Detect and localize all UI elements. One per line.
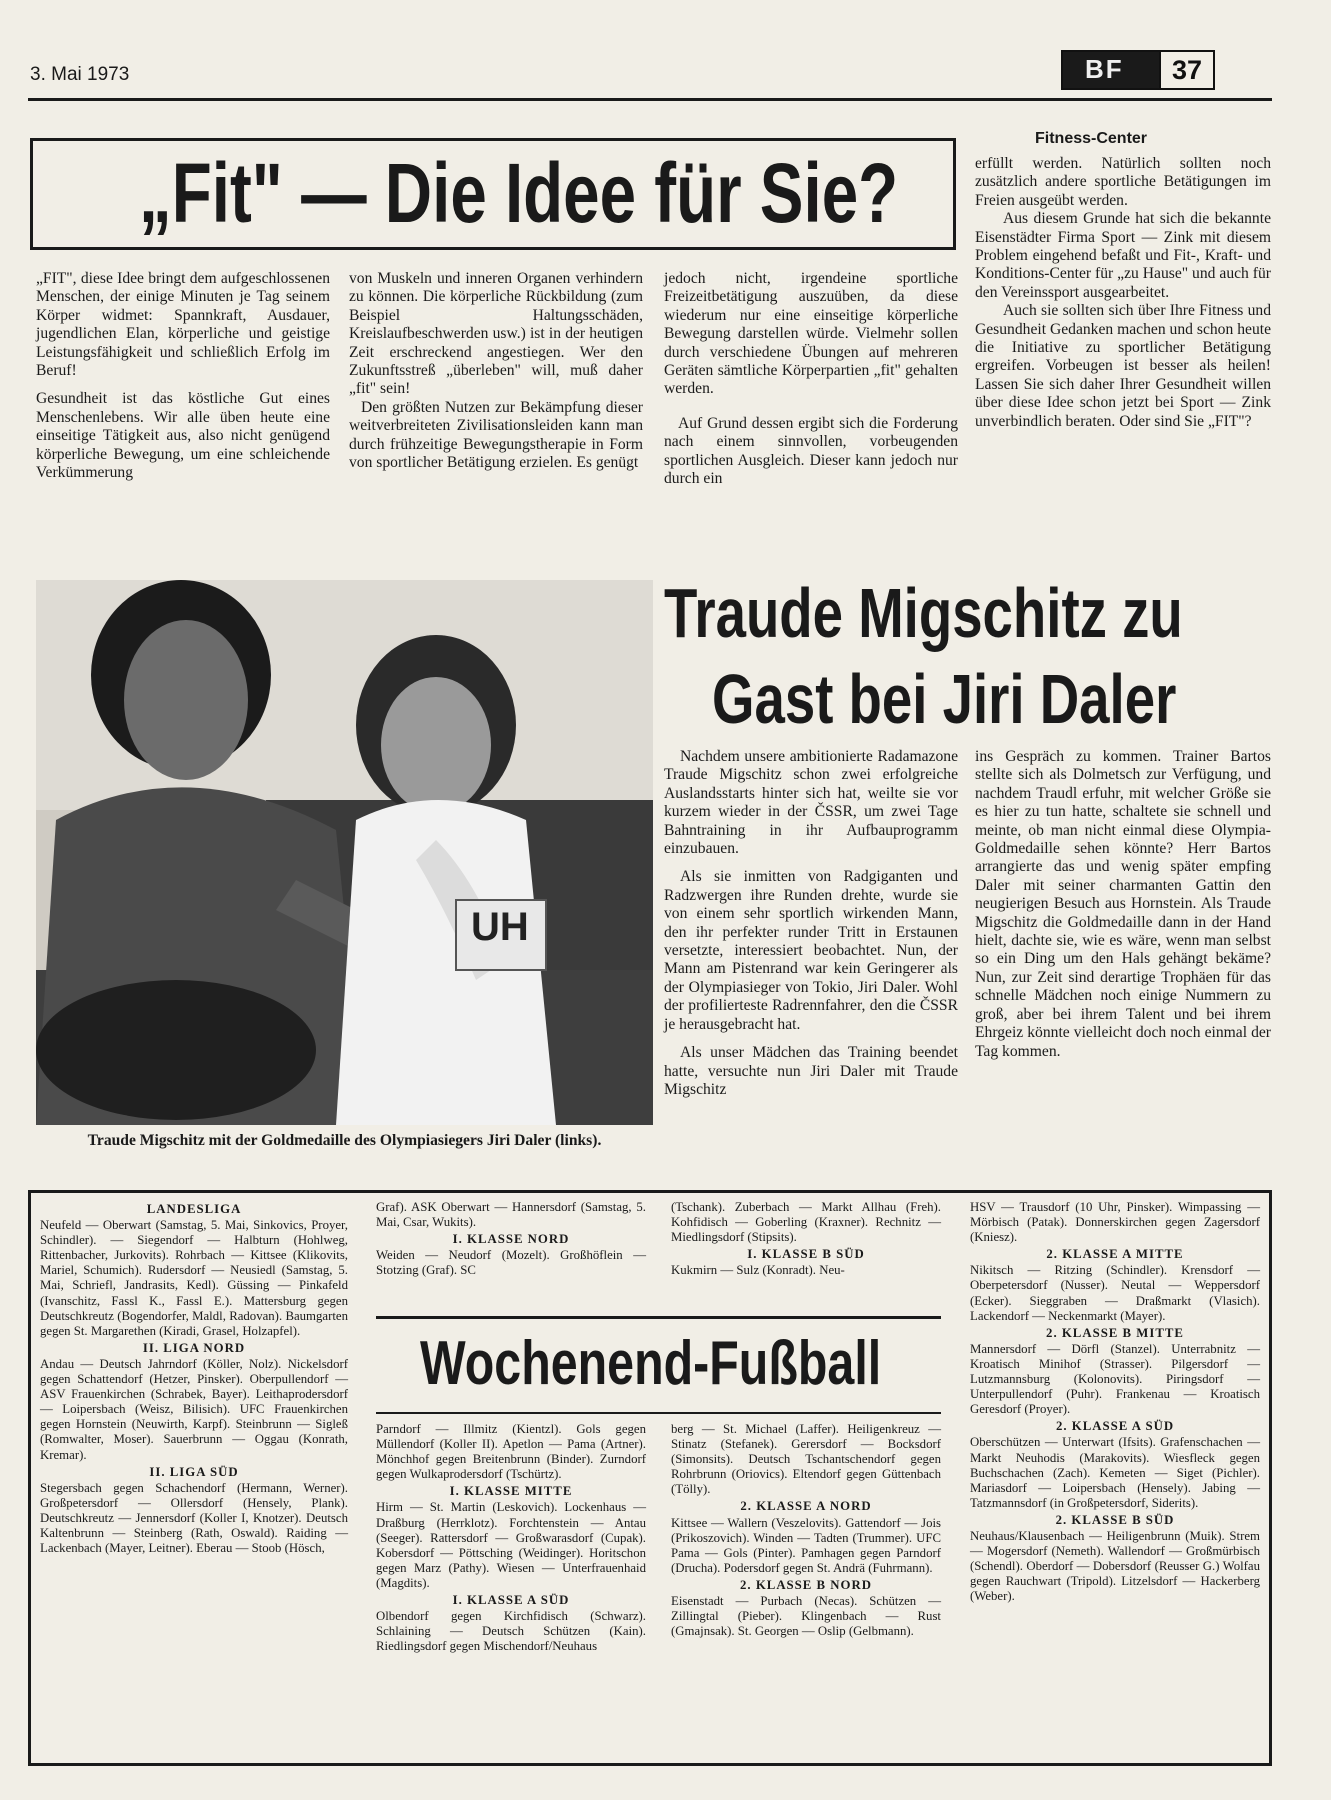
fussball-column-4: [970, 1200, 1260, 1604]
fixture-text: Parndorf — Illmitz (Kientzl). Gols gegen Müllendorf (Koller II). Apetlon — Pama (Artner). Mönchhof gegen Breitenbrunn (Binder). Zurndorf gegen Wulkaprodersdorf (Tschürtz).: [376, 1422, 646, 1482]
fixture-text: Kittsee — Wallern (Veszelovits). Gattendorf — Jois (Prikoszovich). Winden — Tadten (Trummer). UFC Pama — Gols (Pinter). Pamhagen gegen Parndorf (Drucha). Podersdorf gegen St. Andrä (Fuhrmann).: [671, 1515, 941, 1575]
fit-paragraph: Gesundheit ist das köstliche Gut eines Menschenlebens. Wir alle üben heute eine einseitige Tätigkeit aus, also nicht genügend körperliche Bewegung, um eine schleichende Verkümmerung: [36, 390, 330, 482]
photo-caption: Traude Migschitz mit der Goldmedaille des Olympiasiegers Jiri Daler (links).: [87, 1132, 602, 1149]
traude-column-1: [664, 748, 958, 1109]
fit-paragraph: von Muskeln und inneren Organen verhindern zu können. Die körperliche Rückbildung (zum Beispiel Haltungsschäden, Kreislaufbeschwerden usw.) ist in der heutigen Zeit erschreckend angestiegen. Wer den Zukunftsstreß „überleben" will, muß daher „fit" sein!: [349, 270, 643, 398]
league-heading: 2. KLASSE B NORD: [740, 1577, 872, 1592]
header-rule: [28, 98, 1272, 101]
fixture-text: Graf). ASK Oberwart — Hannersdorf (Samstag, 5. Mai, Csar, Wukits).: [376, 1200, 646, 1230]
fit-column-2: [349, 270, 643, 482]
fussball-column-1: [40, 1200, 348, 1556]
fussball-title-rule: [376, 1412, 941, 1414]
fixture-text: Eisenstadt — Purbach (Necas). Schützen — Zillingtal (Pieber). Klingenbach — Rust (Gmajnsak). St. Georgen — Oslip (Gelbmann).: [671, 1594, 941, 1639]
fixture-text: Weiden — Neudorf (Mozelt). Großhöflein — Stotzing (Graf). SC: [376, 1248, 646, 1278]
fixture-text: Mannersdorf — Dörfl (Stanzel). Unterrabnitz — Kroatisch Minihof (Strasser). Pilgersdorf — Lutzmannsburg (Kolonovits). Piringsdorf — Unterpullendorf (Puhr). Frankenau — Kroatisch Geresdorf (Proyer).: [970, 1341, 1260, 1417]
fit-column-3: [664, 270, 958, 498]
traude-headline-line1: Traude Migschitz zu: [664, 574, 1183, 652]
fit-paragraph: Auf Grund dessen ergibt sich die Forderung nach einem sinnvollen, vorbeugenden sportlichen Ausgleich. Dieser kann jedoch nur durch ein: [664, 414, 958, 488]
fussball-column-2-top: [376, 1200, 646, 1278]
photo-illustration: [36, 580, 653, 1125]
traude-paragraph: ins Gespräch zu kommen. Trainer Bartos stellte sich als Dolmetsch zur Verfügung, und nachdem Traudl erfuhr, mit welcher Größe sie es hier zu tun hatte, schaltete sie schnell und meinte, ob man nicht einmal diese Olympia-Goldmedaille sehen könnte? Herr Bartos arrangierte das und wenig später empfing Daler mit seiner charmanten Gattin den neugierigen Besuch aus Hornstein. Als Traude Migschitz die Goldmedaille dann in der Hand hielt, dachte sie, wie es wäre, wenn man selbst so ein Ding um den Hals gehängt bekäme? Nun, zur Zeit sind derartige Trophäen für das schnelle Mädchen noch einige Nummern zu groß, aber bei ihrem Talent und bei ihrem Ehrgeiz könnte vielleicht doch noch einmal der Tag kommen.: [975, 748, 1271, 1060]
photo-shirt-text: UH: [471, 905, 529, 949]
league-heading: I. KLASSE B SÜD: [747, 1247, 865, 1262]
fussball-column-3-top: [671, 1200, 941, 1278]
fixture-text: HSV — Trausdorf (10 Uhr, Pinsker). Wimpassing — Mörbisch (Patak). Donnerskirchen gegen Zagersdorf (Kniesz).: [970, 1200, 1260, 1245]
league-heading: II. LIGA NORD: [142, 1340, 246, 1355]
league-heading: 2. KLASSE B MITTE: [1046, 1325, 1184, 1340]
fixture-text: Oberschützen — Unterwart (Ifsits). Grafenschachen — Markt Neuhodis (Marakovits). Wiesfleck gegen Buchschachen (Zach). Kemeten — Siget (Pichler). Mariasdorf — Loipersbach (Hensely). Jabing — Tatzmannsdorf (in Großpetersdorf, Siderits).: [970, 1435, 1260, 1510]
league-heading: II. LIGA SÜD: [149, 1464, 239, 1479]
fixture-text: berg — St. Michael (Laffer). Heiligenkreuz — Stinatz (Stefanek). Gerersdorf — Bocksdorf (Simonsits). Deutsch Tschantschendorf gegen Rohrbrunn (Oriovics). Eltendorf gegen Güttenbach (Tölly).: [671, 1422, 941, 1497]
fit-paragraph: Den größten Nutzen zur Bekämpfung dieser weitverbreiteten Zivilisationsleiden kann man durch frühzeitige Bewegungstherapie in Form von sportlicher Betätigung erzielen. Es genügt: [349, 398, 643, 472]
logo-text: BF: [1085, 54, 1124, 84]
fixture-text: Nikitsch — Ritzing (Schindler). Krensdorf — Oberpetersdorf (Nusser). Neutal — Weppersdorf (Ecker). Sieggraben — Draßmarkt (Vlasich). Lackendorf — Neckenmarkt (Mayer).: [970, 1263, 1260, 1323]
fixture-text: Kukmirn — Sulz (Konradt). Neu-: [671, 1263, 845, 1278]
league-heading: I. KLASSE NORD: [452, 1232, 570, 1247]
header-logo: [1061, 50, 1215, 90]
fit-paragraph: Auch sie sollten sich über Ihre Fitness und Gesundheit Gedanken machen und schon heute die Initiative zu sportlicher Betätigung ergreifen. Vorbeugen ist besser als heilen! Lassen Sie sich daher Ihrer Gesundheit willen über diese Idee schon jetzt bei Sport — Zink unverbindlich beraten. Oder sind Sie „FIT"?: [975, 302, 1271, 430]
fixture-text: Hirm — St. Martin (Leskovich). Lockenhaus — Draßburg (Herrklotz). Forchtenstein — Antau (Seeger). Rattersdorf — Großwarasdorf (Cupak). Kobersdorf — Pöttsching (Weidinger). Horitschon gegen Marz (Pathy). Wiesen — Unterfrauenhaid (Magdits).: [376, 1500, 646, 1590]
fixture-text: (Tschank). Zuberbach — Markt Allhau (Freh). Kohfidisch — Goberling (Kraxner). Rechnitz — Miedlingsdorf (Stipsits).: [671, 1200, 941, 1245]
league-heading: 2. KLASSE A SÜD: [1055, 1419, 1175, 1434]
fit-paragraph: erfüllt werden. Natürlich sollten noch zusätzlich andere sportliche Betätigungen im Freien ausgeübt werden.: [975, 155, 1271, 209]
league-heading: 2. KLASSE A MITTE: [1046, 1247, 1184, 1262]
league-heading: I. KLASSE A SÜD: [452, 1593, 570, 1608]
traude-paragraph: Als sie inmitten von Radgiganten und Radzwergen ihre Runden drehte, wurde sie von einem sehr sportlich wirkenden Mann, den ihr perfekter runder Tritt in Erstaunen versetzte, interessiert beobachtet. Nun, der Mann am Pistenrand war kein Geringerer als der Olympiasieger von Tokio, Jiri Daler. Wohl der profilierteste Radrennfahrer, den die ČSSR je herausgebracht hat.: [664, 868, 958, 1033]
fussball-column-3: [671, 1422, 941, 1639]
news-photo: [36, 580, 653, 1125]
fit-column-1: [36, 270, 330, 492]
fussball-headline: Wochenend-Fußball: [420, 1329, 882, 1398]
page-number: 37: [1159, 52, 1213, 88]
traude-column-2: [975, 748, 1271, 1071]
traude-headline-line2: Gast bei Jiri Daler: [712, 660, 1177, 738]
fit-paragraph: „FIT", diese Idee bringt dem aufgeschlossenen Menschen, der einige Minuten je Tag seinem Körper widmet: Spannkraft, Ausdauer, jugendlichen Elan, körperliche und geistige Leistungsfähigkeit und schließlich Erfolg im Beruf!: [36, 270, 330, 380]
fit-column-4: [975, 155, 1271, 441]
fit-title-box: [30, 138, 956, 250]
league-heading: LANDESLIGA: [146, 1202, 242, 1216]
traude-paragraph: Als unser Mädchen das Training beendet hatte, versuchte nun Jiri Daler mit Traude Migschitz: [664, 1044, 958, 1098]
league-heading: I. KLASSE MITTE: [449, 1484, 573, 1499]
fit-column-4-heading: Fitness-Center: [1035, 130, 1148, 147]
fixture-text: Stegersbach gegen Schachendorf (Hermann, Werner). Großpetersdorf — Ollersdorf (Hensely, Plank). Deutschkreutz — Jennersdorf (Koller I, Knotzer). Deutsch Kaltenbrunn — Steinberg (Rath, Oswald). Raiding — Lackenbach (Mayer, Leitner). Eberau — Stoob (Hösch,: [40, 1480, 348, 1556]
traude-paragraph: Nachdem unsere ambitionierte Radamazone Traude Migschitz schon zwei erfolgreiche Auslandsstarts hinter sich hat, weilte sie vor kurzem wieder in der ČSSR, um zwei Tage Bahntraining in ihr Aufbauprogramm einzubauen.: [664, 748, 958, 858]
fit-paragraph: Aus diesem Grunde hat sich die bekannte Eisenstädter Firma Sport — Zink mit diesem Problem eingehend befaßt und Fit-, Kraft- und Konditions-Center für „zu Hause" und auch für den Vereinssport ausgearbeitet.: [975, 210, 1271, 301]
fixture-text: Neufeld — Oberwart (Samstag, 5. Mai, Sinkovics, Proyer, Schindler). — Siegendorf — Halbturn (Hohlweg, Rittenbacher, Jurkovits). Rohrbach — Kittsee (Klikovits, Mariel, Schumich). Rudersdorf — Neusiedl (Samstag, 5. Mai, Schriefl, Jandrasits, Kedl). Güssing — Pinkafeld (Ivanschitz, Fassl K., Fassl E.). Mattersburg gegen Deutschkreutz (Bogendorfer, Maldl, Radovan). Baumgarten gegen St. Margarethen (Kiradi, Grasel, Holzapfel).: [40, 1218, 348, 1338]
league-heading: 2. KLASSE B SÜD: [1055, 1512, 1175, 1527]
fixture-text: Neuhaus/Klausenbach — Heiligenbrunn (Muik). Strem — Mogersdorf (Nemeth). Wallendorf — Großmürbisch (Schendl). Oberdorf — Dobersdorf (Reusser G.) Wolfau gegen Rauchwart (Tripold). Litzelsdorf — Hackerberg (Weber).: [970, 1528, 1260, 1604]
page-date: 3. Mai 1973: [30, 64, 130, 85]
fixture-text: Olbendorf gegen Kirchfidisch (Schwarz). Schlaining — Deutsch Schützen (Kain). Riedlingsdorf gegen Mischendorf/Neuhaus: [376, 1609, 646, 1654]
fit-paragraph: jedoch nicht, irgendeine sportliche Freizeitbetätigung auszuüben, da diese wiederum nur eine einseitige körperliche Bewegung darstellen würde. Vielmehr sollen durch verschiedene Übungen auf mehreren Geräten sämtliche Körperpartien „fit" gehalten werden.: [664, 270, 958, 398]
fussball-column-2: [376, 1422, 646, 1654]
fit-headline: „Fit" — Die Idee für Sie?: [139, 146, 899, 240]
fixture-text: Andau — Deutsch Jahrndorf (Köller, Nolz). Nickelsdorf gegen Schattendorf (Hetzer, Pinsker). Oberpullendorf — ASV Frauenkirchen (Schrabek, Bayer). Leithaprodersdorf — Loipersbach (Weisz, Bilisich). UFC Frauenkirchen gegen Hornstein (Neuwirth, Karpf). Steinbrunn — Sigleß (Romwalter, Moser). Sauerbrunn — Oggau (Konrath, Kremar).: [40, 1356, 348, 1462]
league-heading: 2. KLASSE A NORD: [740, 1499, 872, 1514]
